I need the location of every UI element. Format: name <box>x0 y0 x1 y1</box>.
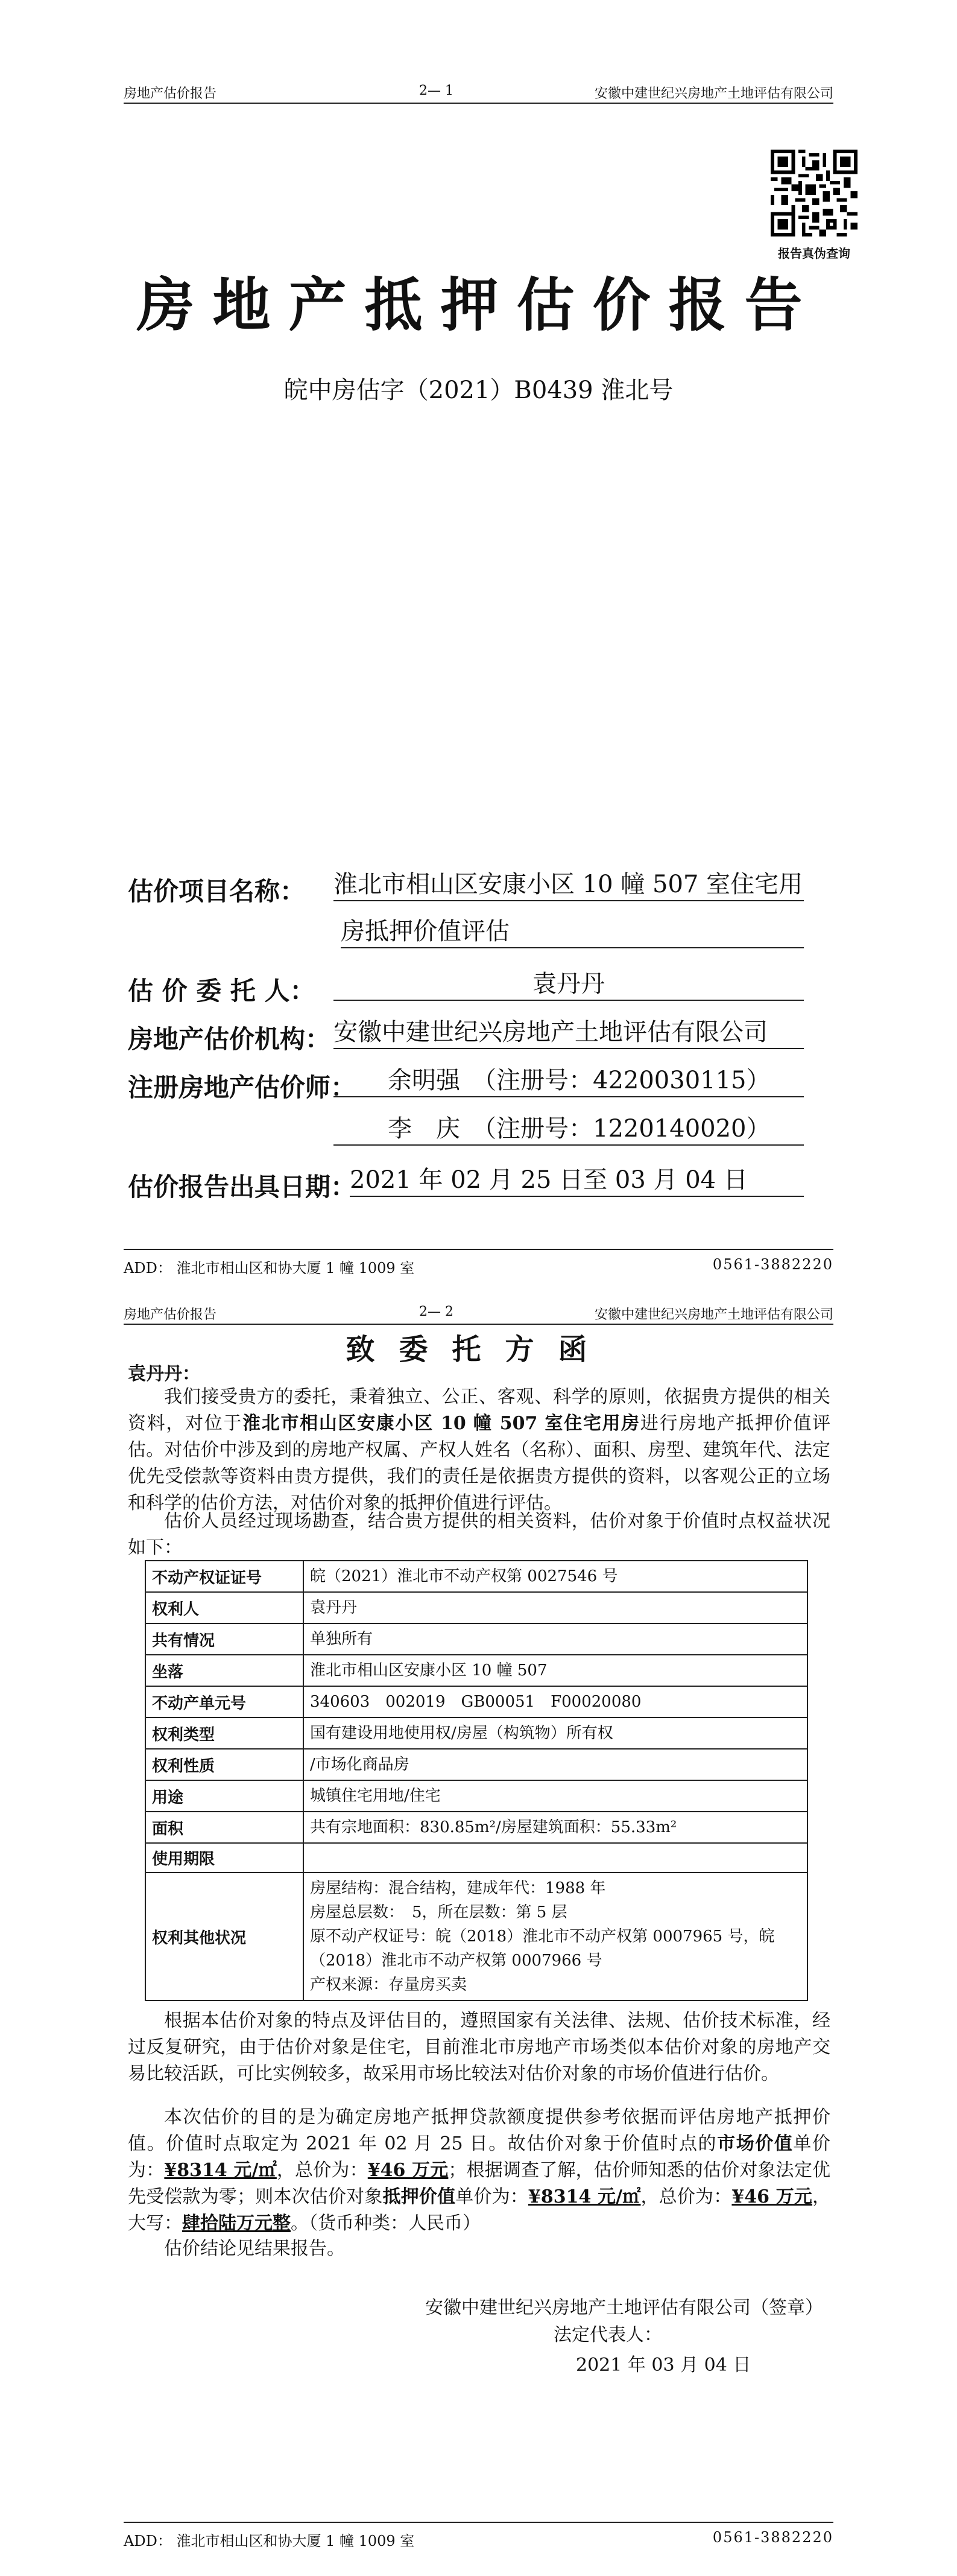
p4-mortgage-total-price: ¥46 万元 <box>731 2186 813 2207</box>
table-key: 权利人 <box>145 1592 303 1623</box>
project-name-line1: 淮北市相山区安康小区 10 幢 507 室住宅用 <box>333 869 804 901</box>
p4-text: ，大写： <box>128 2186 831 2234</box>
letter-title: 致委托方函 <box>346 1333 611 1366</box>
header-right: 安徽中建世纪兴房地产土地评估有限公司 <box>594 86 833 101</box>
p4-text: ；根据调查了解，估价师知悉的估价对象法定优先受偿款为零；则本次估价对象 <box>128 2160 831 2207</box>
table-row <box>145 1780 807 1812</box>
table-value: 淮北市相山区安康小区 10 幢 507 <box>303 1655 807 1686</box>
agency-label: 房地产估价机构： <box>128 1024 331 1054</box>
p4-text: 单价为： <box>128 2133 830 2181</box>
table-key: 坐落 <box>145 1655 303 1686</box>
table-key: 不动产权证证号 <box>145 1561 303 1592</box>
header-page-number: 2— 2 <box>419 1304 453 1319</box>
letter-paragraph-5: 估价结论见结果报告。 <box>164 2238 345 2259</box>
page-footer <box>124 1249 833 1277</box>
rights-table <box>145 1560 808 2001</box>
table-value: /市场化商品房 <box>303 1749 807 1780</box>
p4-amount-in-words: 肆拾陆万元整 <box>182 2213 291 2234</box>
table-row <box>145 1749 807 1780</box>
date-label: 估价报告出具日期： <box>128 1172 356 1202</box>
table-row <box>145 1718 807 1749</box>
table-key: 共有情况 <box>145 1623 303 1655</box>
table-value: 共有宗地面积：830.85m²/房屋建筑面积：55.33m² <box>303 1812 807 1843</box>
project-label: 估价项目名称： <box>128 877 306 906</box>
client-value: 袁丹丹 <box>333 968 804 1001</box>
table-value: 皖（2021）淮北市不动产权第 0027546 号 <box>303 1561 807 1592</box>
page-footer <box>124 2522 833 2547</box>
page-header <box>124 1303 833 1325</box>
table-key: 不动产单元号 <box>145 1686 303 1718</box>
p1-text-cont: 进行房地产抵押价值评估。对估价中涉及到的房地产权属、产权人姓名（名称）、面积、房型、建筑年代、法定优先受偿款等资料由贵方提供，我们的责任是依据贵方提供的资料，以客观公正的立场和科学的估价方法，对估价对象的抵押价值进行评估。 <box>128 1413 831 1514</box>
p4-market-value: 市场价值 <box>717 2133 794 2154</box>
table-key: 使用期限 <box>145 1843 303 1873</box>
footer-address: ADD： 淮北市相山区和协大厦 1 幢 1009 室 <box>124 1260 415 1277</box>
table-key: 面积 <box>145 1812 303 1843</box>
footer-phone: 0561-3882220 <box>712 2529 833 2546</box>
appraiser-1: 余明强 （注册号：4220030115） <box>333 1065 804 1097</box>
p4-text: 单价为： <box>455 2186 528 2207</box>
table-value: 袁丹丹 <box>303 1592 807 1623</box>
p4-total-price: ¥46 万元 <box>367 2160 449 2181</box>
table-row <box>145 1812 807 1843</box>
table-row <box>145 1873 807 2000</box>
letter-paragraph-3: 根据本估价对象的特点及评估目的，遵照国家有关法律、法规、估价技术标准，经过反复研究，由于估价对象是住宅，目前淮北市房地产市场类似本估价对象的房地产交易比较活跃，可比实例较多，故采用市场比较法对估价对象的市场价值进行估价。 <box>128 2010 830 2084</box>
p4-text: 本次估价的目的是为确定房地产抵押贷款额度提供参考依据而评估房地产抵押价值。价值时点取定为 2021 年 02 月 25 日。故估价对象于价值时点的 <box>128 2107 830 2154</box>
table-row <box>145 1686 807 1718</box>
signature-representative: 法定代表人： <box>554 2324 662 2346</box>
table-value: 房屋结构：混合结构，建成年代：1988 年 房屋总层数： 5，所在层数：第 5 层 原不动产权证号：皖（2018）淮北市不动产权第 0007965 号，皖（2018）淮北市不动产权第 0007966 号 产权来源：存量房买卖 <box>303 1873 807 2000</box>
p4-text: ，总价为： <box>640 2186 732 2207</box>
footer-phone: 0561-3882220 <box>712 1256 833 1273</box>
p1-text: 我们接受贵方的委托，秉着独立、公正、客观、科学的原则，依据贵方提供的相关资料，对位于 <box>128 1386 830 1434</box>
table-key: 权利类型 <box>145 1718 303 1749</box>
p1-property: 淮北市相山区安康小区 10 幢 507 室住宅用房 <box>242 1413 640 1434</box>
qr-code-icon[interactable] <box>771 150 858 236</box>
header-page-number: 2— 1 <box>419 83 453 98</box>
signature-date: 2021 年 03 月 04 日 <box>576 2355 751 2376</box>
report-date: 2021 年 02 月 25 日至 03 月 04 日 <box>350 1164 804 1197</box>
project-name-line2: 房抵押价值评估 <box>341 916 804 948</box>
letter-paragraph-4 <box>128 2104 830 2237</box>
table-row <box>145 1561 807 1592</box>
table-key: 权利性质 <box>145 1749 303 1780</box>
table-row <box>145 1592 807 1623</box>
agency-value: 安徽中建世纪兴房地产土地评估有限公司 <box>333 1017 804 1049</box>
table-key: 权利其他状况 <box>145 1873 303 2000</box>
table-value: 城镇住宅用地/住宅 <box>303 1780 807 1812</box>
p4-text: 。（货币种类：人民币） <box>291 2213 481 2234</box>
table-row <box>145 1655 807 1686</box>
page-header <box>124 82 833 104</box>
appraisers-label: 注册房地产估价师： <box>128 1073 356 1102</box>
letter-paragraph-2: 估价人员经过现场勘查，结合贵方提供的相关资料，估价对象于价值时点权益状况如下： <box>128 1511 830 1558</box>
header-left: 房地产估价报告 <box>124 86 217 101</box>
table-value: 国有建设用地使用权/房屋（构筑物）所有权 <box>303 1718 807 1749</box>
footer-address: ADD： 淮北市相山区和协大厦 1 幢 1009 室 <box>124 2533 415 2549</box>
document-number: 皖中房估字（2021）B0439 淮北号 <box>283 376 674 404</box>
p4-mortgage-value: 抵押价值 <box>382 2186 456 2207</box>
table-value: 单独所有 <box>303 1623 807 1655</box>
letter-paragraph-1 <box>128 1384 830 1517</box>
client-label: 估 价 委 托 人： <box>128 976 315 1006</box>
table-value <box>303 1843 807 1873</box>
table-row <box>145 1843 807 1873</box>
p4-mortgage-unit-price: ¥8314 元/㎡ <box>528 2186 641 2207</box>
report-title: 房地产抵押估价报告 <box>136 271 821 339</box>
header-left: 房地产估价报告 <box>124 1307 217 1322</box>
letter-addressee: 袁丹丹： <box>128 1363 200 1385</box>
table-row <box>145 1623 807 1655</box>
table-value: 340603 002019 GB00051 F00020080 <box>303 1686 807 1718</box>
header-right: 安徽中建世纪兴房地产土地评估有限公司 <box>594 1307 833 1322</box>
p4-unit-price: ¥8314 元/㎡ <box>164 2160 277 2181</box>
p4-text: ，总价为： <box>276 2160 368 2181</box>
table-key: 用途 <box>145 1780 303 1812</box>
qr-caption: 报告真伪查询 <box>778 246 850 261</box>
appraiser-2: 李 庆 （注册号：1220140020） <box>333 1113 804 1146</box>
signature-company: 安徽中建世纪兴房地产土地评估有限公司（签章） <box>425 2297 823 2318</box>
